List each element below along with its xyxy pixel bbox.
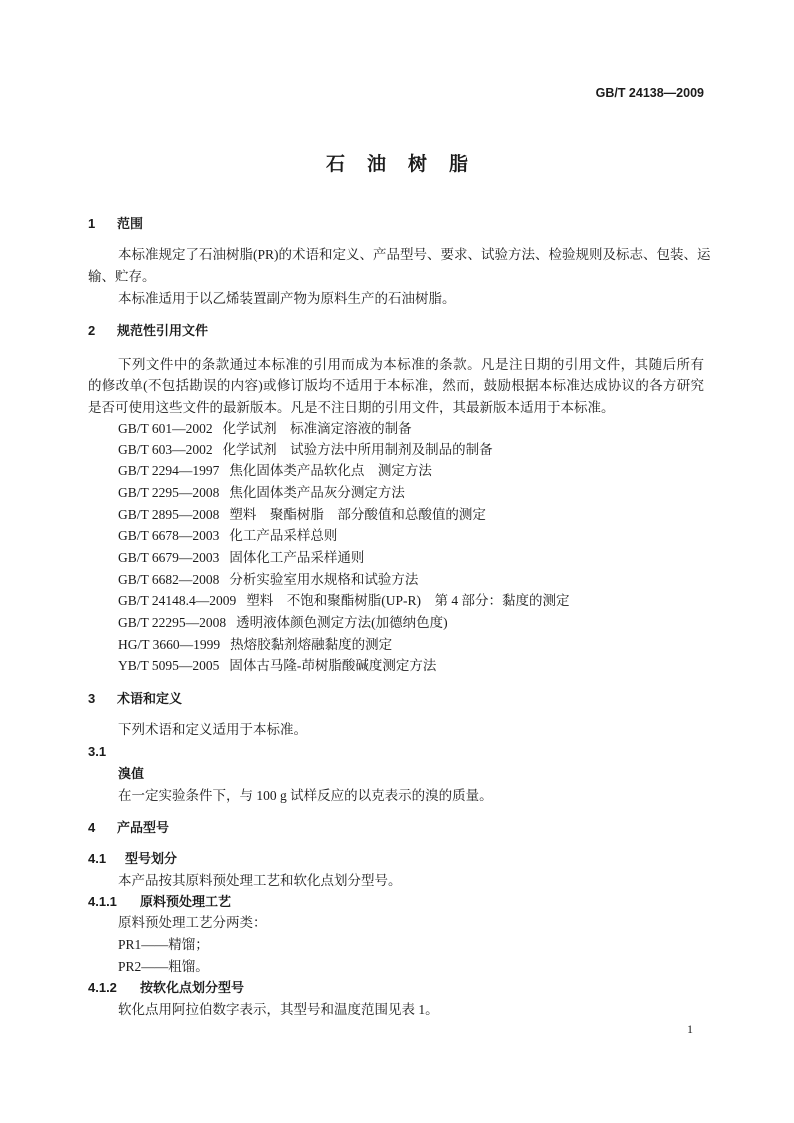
page-number: 1 <box>687 1022 693 1036</box>
paragraph-line: 是否可使用这些文件的最新版本。凡是不注日期的引用文件，其最新版本适用于本标准。 <box>88 400 615 415</box>
reference-title: 化学试剂 试验方法中所用制剂及制品的制备 <box>222 442 493 457</box>
reference-item <box>118 569 418 591</box>
section-title: 术语和定义 <box>117 691 183 706</box>
section-number: 2 <box>88 323 96 338</box>
reference-code: GB/T 24148.4—2009 <box>118 593 237 608</box>
paragraph-line: 本标准规定了石油树脂(PR)的术语和定义、产品型号、要求、试验方法、检验规则及标志、包装、运 <box>118 247 711 262</box>
reference-title: 化工产品采样总则 <box>229 528 338 543</box>
reference-title: 焦化固体类产品灰分测定方法 <box>229 485 405 500</box>
reference-code: GB/T 2295—2008 <box>118 485 220 500</box>
section-number: 1 <box>88 216 96 231</box>
reference-item <box>118 612 448 634</box>
clause-heading <box>88 848 177 870</box>
reference-title: 塑料 聚酯树脂 部分酸值和总酸值的测定 <box>229 507 486 522</box>
list-item: PR1——精馏； <box>118 937 209 952</box>
reference-item <box>118 439 493 461</box>
reference-item <box>118 482 405 504</box>
reference-code: GB/T 22295—2008 <box>118 615 227 630</box>
reference-title: 塑料 不饱和聚酯树脂(UP-R) 第 4 部分：黏度的测定 <box>246 593 570 608</box>
section-title: 规范性引用文件 <box>117 323 209 338</box>
reference-item <box>118 460 432 482</box>
section-title: 范围 <box>117 216 144 231</box>
reference-item <box>118 590 570 612</box>
reference-title: 固体化工产品采样通则 <box>229 550 365 565</box>
reference-title: 热熔胶黏剂熔融黏度的测定 <box>230 637 393 652</box>
reference-code: GB/T 6682—2008 <box>118 572 220 587</box>
document-title: 石油树脂 <box>325 154 490 175</box>
reference-code: GB/T 2294—1997 <box>118 463 220 478</box>
section-heading <box>88 688 182 710</box>
reference-code: YB/T 5095—2005 <box>118 658 220 673</box>
clause-heading <box>88 977 244 999</box>
reference-item <box>118 655 436 677</box>
reference-item <box>118 504 486 526</box>
reference-item <box>118 634 392 656</box>
term-number: 3.1 <box>88 744 107 759</box>
clause-title: 按软化点划分型号 <box>140 980 245 995</box>
section-heading <box>88 320 208 342</box>
term-definition: 在一定实验条件下，与 100 g 试样反应的以克表示的溴的质量。 <box>118 788 493 803</box>
section-number: 3 <box>88 691 96 706</box>
reference-code: HG/T 3660—1999 <box>118 637 221 652</box>
paragraph-line: 的修改单(不包括勘误的内容)或修订版均不适用于本标准，然而，鼓励根据本标准达成协议的各方研究 <box>88 378 704 393</box>
paragraph-line: 本标准适用于以乙烯装置副产物为原料生产的石油树脂。 <box>118 291 456 306</box>
term-name: 溴值 <box>118 766 145 781</box>
reference-title: 固体古马隆-茚树脂酸碱度测定方法 <box>229 658 437 673</box>
clause-title: 原料预处理工艺 <box>140 894 232 909</box>
standard-number: GB/T 24138—2009 <box>595 86 704 100</box>
clause-number: 4.1 <box>88 851 107 866</box>
paragraph-line: 本产品按其原料预处理工艺和软化点划分型号。 <box>118 873 402 888</box>
reference-title: 化学试剂 标准滴定溶液的制备 <box>222 421 412 436</box>
reference-item <box>118 418 412 440</box>
reference-item <box>118 525 337 547</box>
list-item: PR2——粗馏。 <box>118 959 209 974</box>
reference-title: 透明液体颜色测定方法(加德纳色度) <box>236 615 448 630</box>
paragraph-line: 原料预处理工艺分两类： <box>118 915 267 930</box>
reference-code: GB/T 601—2002 <box>118 421 213 436</box>
paragraph-line: 软化点用阿拉伯数字表示，其型号和温度范围见表 1。 <box>118 1002 439 1017</box>
reference-item <box>118 547 364 569</box>
reference-title: 焦化固体类产品软化点 测定方法 <box>229 463 432 478</box>
paragraph-line: 下列术语和定义适用于本标准。 <box>118 722 307 737</box>
reference-code: GB/T 603—2002 <box>118 442 213 457</box>
reference-code: GB/T 6679—2003 <box>118 550 220 565</box>
reference-title: 分析实验室用水规格和试验方法 <box>229 572 419 587</box>
reference-code: GB/T 6678—2003 <box>118 528 220 543</box>
reference-code: GB/T 2895—2008 <box>118 507 220 522</box>
section-title: 产品型号 <box>117 820 170 835</box>
paragraph-line: 输、贮存。 <box>88 269 156 284</box>
section-heading <box>88 817 169 839</box>
clause-number: 4.1.1 <box>88 894 117 909</box>
clause-title: 型号划分 <box>125 851 178 866</box>
clause-number: 4.1.2 <box>88 980 117 995</box>
section-heading <box>88 213 143 235</box>
clause-heading <box>88 891 231 913</box>
section-number: 4 <box>88 820 96 835</box>
paragraph-line: 下列文件中的条款通过本标准的引用而成为本标准的条款。凡是注日期的引用文件，其随后所有 <box>118 357 704 372</box>
